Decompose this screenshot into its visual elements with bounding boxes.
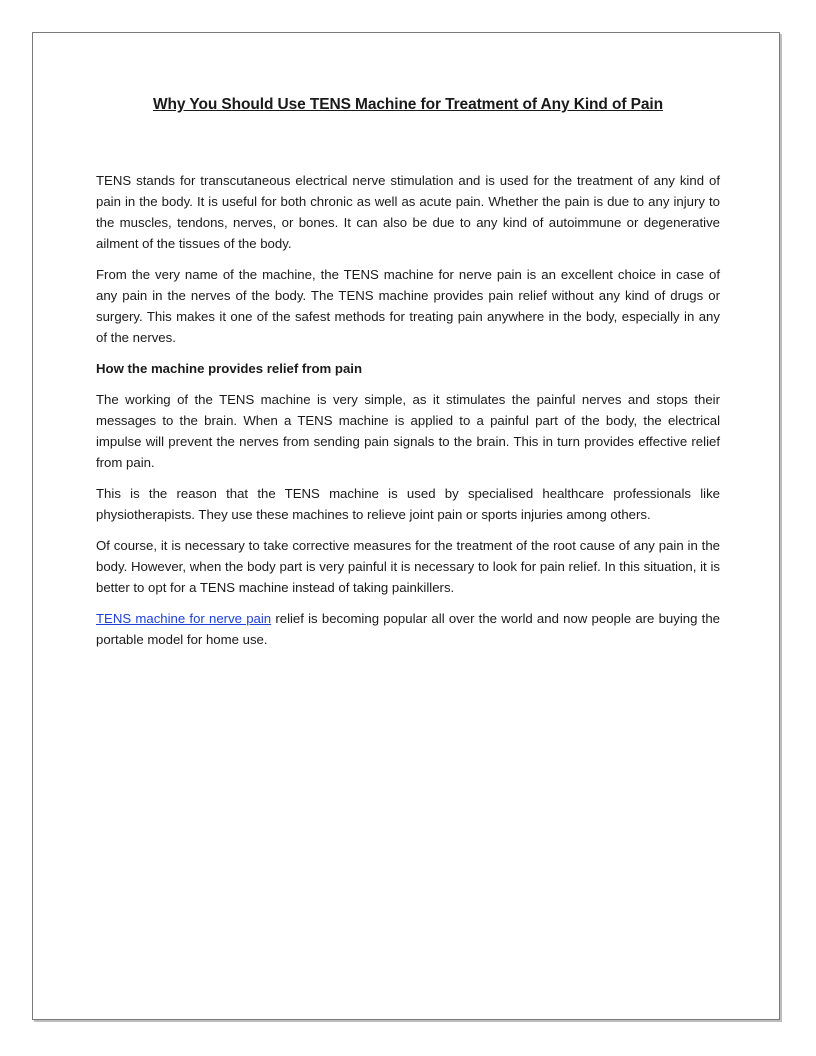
paragraph-how-it-works: The working of the TENS machine is very simple, as it stimulates the painful nerves and stops their messages to the brain. When a TENS machine is applied to a painful part of the body, the electrical impulse will prevent the nerves from sending pain signals to the brain. This in turn provides effective relief from pain. [96, 392, 720, 470]
paragraph-corrective-measures: Of course, it is necessary to take corrective measures for the treatment of the root cause of any pain in the body. However, when the body part is very painful it is necessary to look for pain relief. In this situation, it is better to opt for a TENS machine instead of taking painkillers. [96, 538, 720, 595]
tens-machine-link[interactable]: TENS machine for nerve pain [96, 611, 272, 626]
section-heading: How the machine provides relief from pain [96, 361, 363, 376]
paragraph-closing [96, 608, 720, 650]
paragraph-intro: TENS stands for transcutaneous electrical nerve stimulation and is used for the treatment of any kind of pain in the body. It is useful for both chronic as well as acute pain. Whether the pain is due to any injury to the muscles, tendons, nerves, or bones. It can also be due to any kind of autoimmune or degenerative ailment of the tissues of the body. [96, 173, 720, 251]
document-body [96, 170, 720, 660]
closing-text: relief is becoming popular all over the world and now people are buying the portable model for home use. [96, 611, 720, 647]
paragraph-professionals: This is the reason that the TENS machine is used by specialised healthcare professionals like physiotherapists. They use these machines to relieve joint pain or sports injuries among others. [96, 486, 720, 522]
document-title: Why You Should Use TENS Machine for Treatment of Any Kind of Pain [153, 96, 663, 113]
paragraph-nerve-pain: From the very name of the machine, the TENS machine for nerve pain is an excellent choice in case of any pain in the nerves of the body. The TENS machine provides pain relief without any kind of drugs or surgery. This makes it one of the safest methods for treating pain anywhere in the body, especially in any of the nerves. [96, 267, 720, 345]
